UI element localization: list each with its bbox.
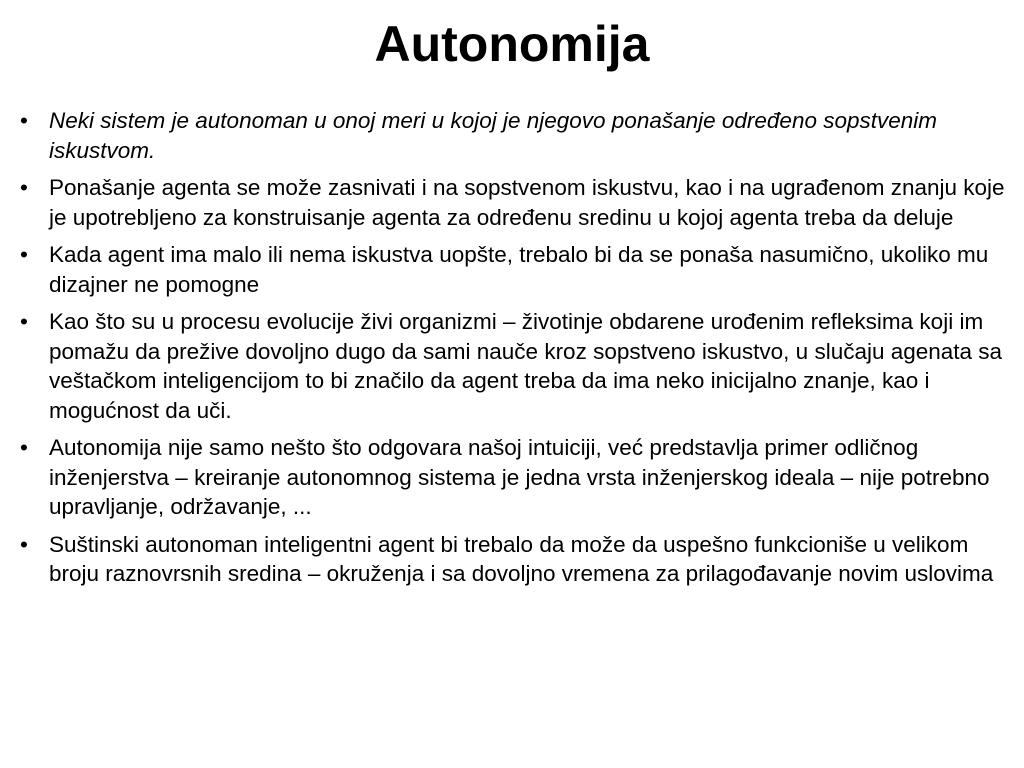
bullet-icon: • bbox=[20, 435, 28, 460]
bullet-icon: • bbox=[20, 309, 28, 334]
bullet-text: Kada agent ima malo ili nema iskustva uopšte, trebalo bi da se ponaša nasumično, ukoliko mu dizajner ne pomogne bbox=[49, 242, 989, 297]
bullet-text: Kao što su u procesu evolucije živi organizmi – životinje obdarene urođenim refleksima koji im pomažu da prežive dovoljno dugo da sami nauče kroz sopstveno iskustvo, u slučaju agenata sa veštačkom inteligencijom to bi značilo da agent treba da ima neko inicijalno znanje, kao i mogućnost da uči. bbox=[49, 309, 1003, 423]
bullet-item-2 bbox=[20, 173, 1018, 232]
slide-title: Autonomija bbox=[374, 16, 650, 72]
bullet-icon: • bbox=[20, 175, 28, 200]
bullet-text: Autonomija nije samo nešto što odgovara našoj intuiciji, već predstavlja primer odličnog inženjerstva – kreiranje autonomnog sistema je jedna vrsta inženjerskog ideala – nije potrebno upravljanje, održavanje, ... bbox=[49, 435, 990, 519]
bullet-text: Ponašanje agenta se može zasnivati i na sopstvenom iskustvu, kao i na ugrađenom znanju koje je upotrebljeno za konstruisanje agenta za određenu sredinu u kojoj agenta treba da deluje bbox=[49, 175, 1005, 230]
bullet-list bbox=[20, 106, 1018, 597]
bullet-item-5 bbox=[20, 433, 1018, 522]
bullet-item-6 bbox=[20, 530, 1018, 589]
bullet-item-4 bbox=[20, 307, 1018, 425]
bullet-text: Neki sistem je autonoman u onoj meri u kojoj je njegovo ponašanje određeno sopstvenim iskustvom. bbox=[49, 108, 938, 163]
bullet-text: Suštinski autonoman inteligentni agent bi trebalo da može da uspešno funkcioniše u velikom broju raznovrsnih sredina – okruženja i sa dovoljno vremena za prilagođavanje novim uslovima bbox=[49, 531, 994, 586]
bullet-icon: • bbox=[20, 531, 28, 557]
bullet-icon: • bbox=[20, 108, 28, 133]
bullet-item-3 bbox=[20, 240, 1018, 299]
bullet-item-1 bbox=[20, 106, 1018, 165]
bullet-icon: • bbox=[20, 242, 28, 267]
